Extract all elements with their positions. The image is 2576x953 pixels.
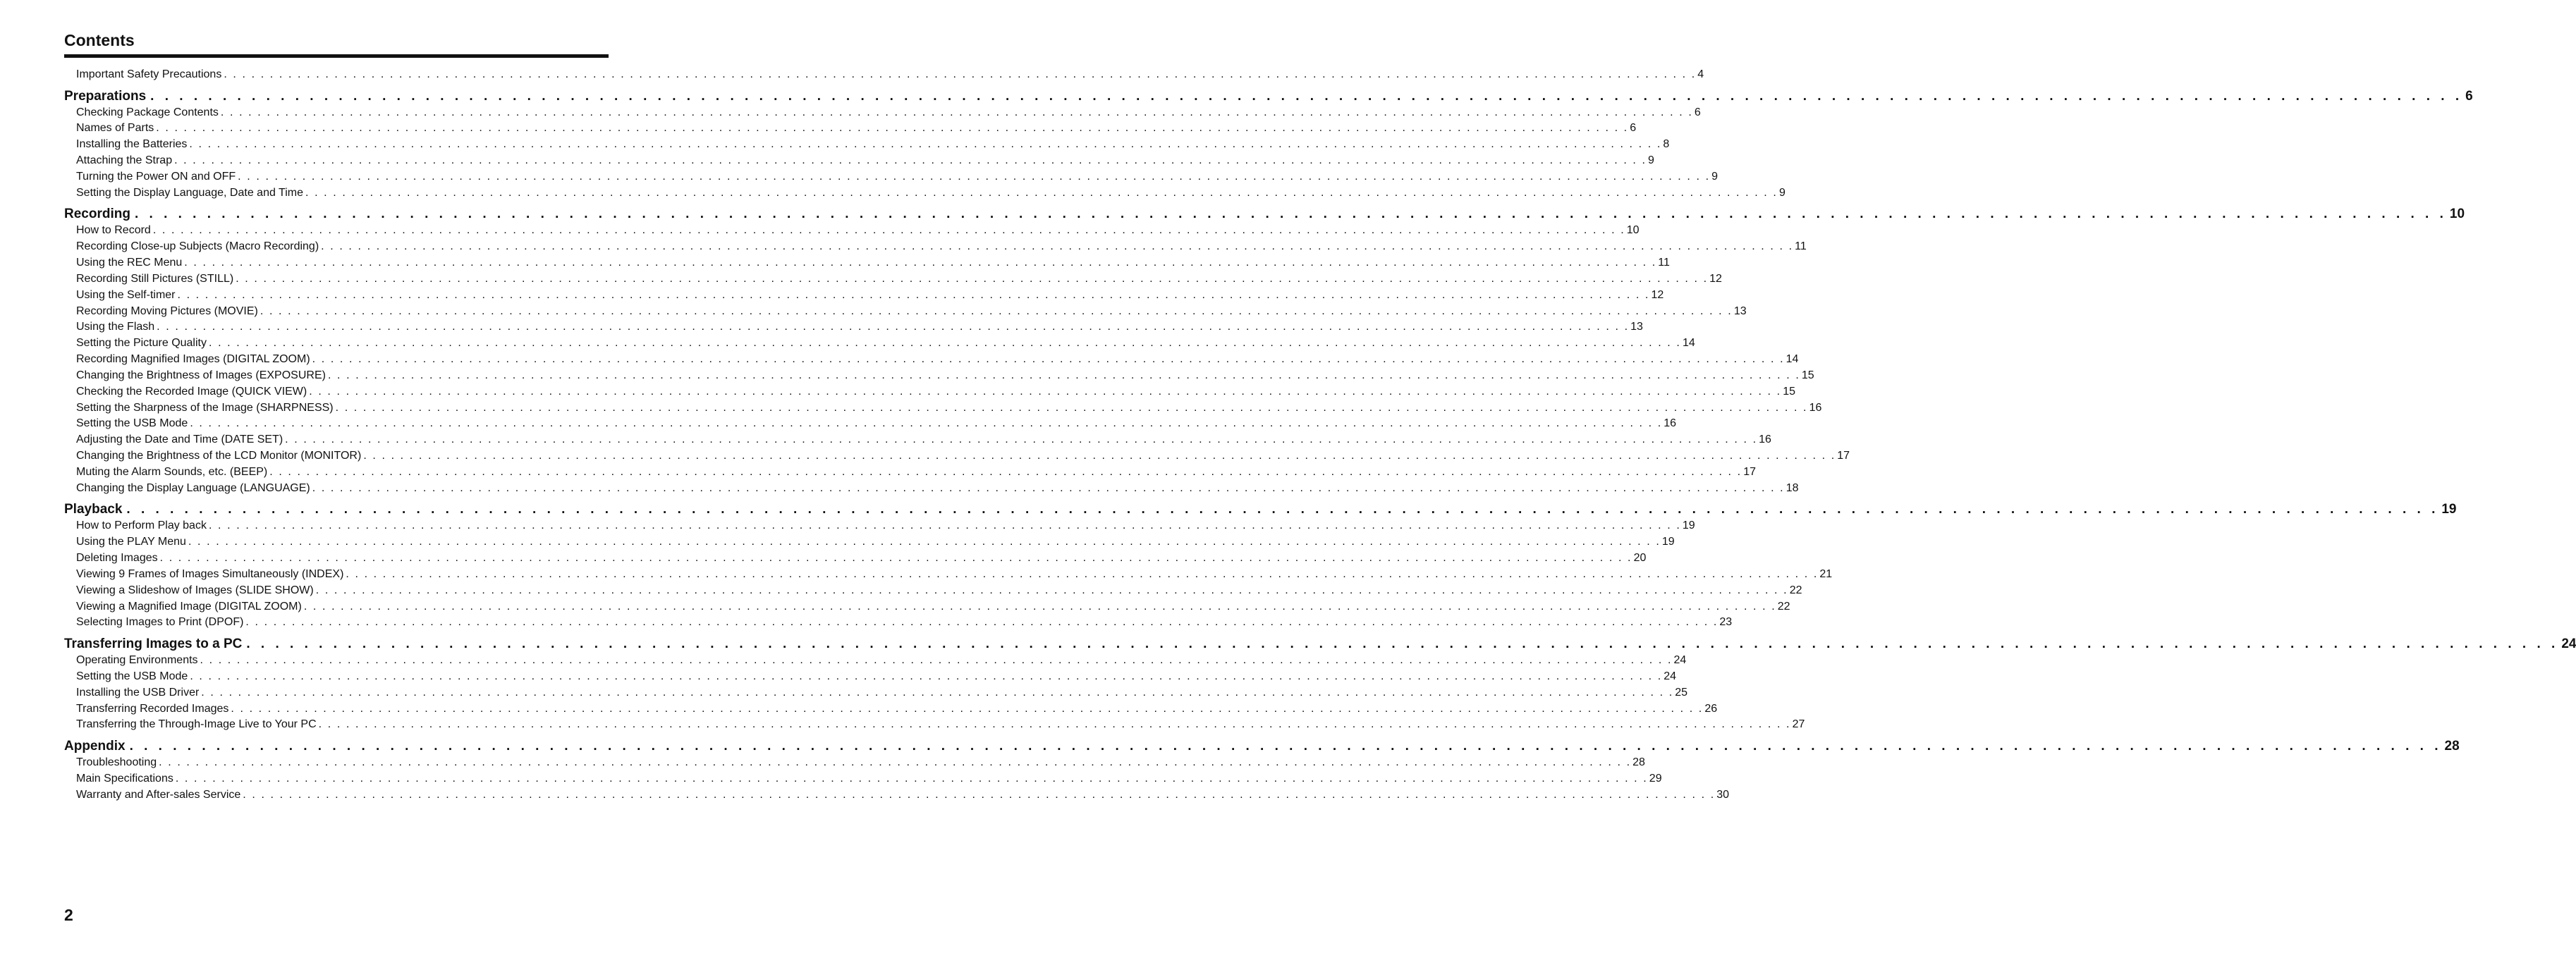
toc-section-page: 10 [2449,207,2465,222]
toc-entry-title: Setting the USB Mode [76,670,188,682]
toc-section-title: Recording [64,207,130,222]
toc-entry[interactable] [76,432,1771,448]
toc-entry[interactable] [76,701,1718,717]
toc-entry[interactable] [76,669,1677,684]
toc-entry-page: 6 [1694,106,1701,118]
dot-leader: . . . . . . . . . . . . . . . . . . . . . . . . . . . . . . . . . . . . . . . . . . . . . . . . . . . . . . . . . . . . . . . . . . . . . . . . . . . . . . . . . . . . . . . . . . . . . . . . . . . . . . . . . . . . . . . . . . . . . . . . . . . . . . . . . . . . . . . . . . . . . . . . . . . . . . . . . . . . . . . . [129,738,2442,754]
toc-entry-page: 11 [1795,240,1807,253]
toc-entry-title: Setting the Display Language, Date and Time [76,186,303,199]
toc-section-heading[interactable] [64,635,2576,653]
dot-leader: . . . . . . . . . . . . . . . . . . . . . . . . . . . . . . . . . . . . . . . . . . . . . . . . . . . . . . . . . . . . . . . . . . . . . . . . . . . . . . . . . . . . . . . . . . . . . . . . . . . . . . . . . . . . . . . . . . . . . . . . . . . . . . . . . . . . . . . . . . . . . . . . . . . . . . . . . . . . . . . . [159,756,1632,768]
toc-entry-page: 27 [1792,718,1805,731]
toc-entry[interactable] [76,67,1704,82]
toc-entry-page: 9 [1778,186,1786,199]
dot-leader: . . . . . . . . . . . . . . . . . . . . . . . . . . . . . . . . . . . . . . . . . . . . . . . . . . . . . . . . . . . . . . . . . . . . . . . . . . . . . . . . . . . . . . . . . . . . . . . . . . . . . . . . . . . . . . . . . . . . . . . . . . . . . . . . . . . . . . . . . . . . . . . . . . . . . . . . . . . . . . . . [231,702,1704,715]
dot-leader: . . . . . . . . . . . . . . . . . . . . . . . . . . . . . . . . . . . . . . . . . . . . . . . . . . . . . . . . . . . . . . . . . . . . . . . . . . . . . . . . . . . . . . . . . . . . . . . . . . . . . . . . . . . . . . . . . . . . . . . . . . . . . . . . . . . . . . . . . . . . . . . . . . . . . . . . . . . . . . . . [269,466,1742,478]
dot-leader: . . . . . . . . . . . . . . . . . . . . . . . . . . . . . . . . . . . . . . . . . . . . . . . . . . . . . . . . . . . . . . . . . . . . . . . . . . . . . . . . . . . . . . . . . . . . . . . . . . . . . . . . . . . . . . . . . . . . . . . . . . . . . . . . . . . . . . . . . . . . . . . . . . . . . . . . . . . . . . . . [346,567,1819,580]
dot-leader: . . . . . . . . . . . . . . . . . . . . . . . . . . . . . . . . . . . . . . . . . . . . . . . . . . . . . . . . . . . . . . . . . . . . . . . . . . . . . . . . . . . . . . . . . . . . . . . . . . . . . . . . . . . . . . . . . . . . . . . . . . . . . . . . . . . . . . . . . . . . . . . . . . . . . . . . . . . . . . . . [190,670,1663,682]
dot-leader: . . . . . . . . . . . . . . . . . . . . . . . . . . . . . . . . . . . . . . . . . . . . . . . . . . . . . . . . . . . . . . . . . . . . . . . . . . . . . . . . . . . . . . . . . . . . . . . . . . . . . . . . . . . . . . . . . . . . . . . . . . . . . . . . . . . . . . . . . . . . . . . . . . . . . . . . . . . . . . . . [190,417,1663,430]
toc-entry[interactable] [76,787,1730,803]
dot-leader: . . . . . . . . . . . . . . . . . . . . . . . . . . . . . . . . . . . . . . . . . . . . . . . . . . . . . . . . . . . . . . . . . . . . . . . . . . . . . . . . . . . . . . . . . . . . . . . . . . . . . . . . . . . . . . . . . . . . . . . . . . . . . . . . . . . . . . . . . . . . . . . . . . . . . . . . . . . . . . . . [156,122,1629,135]
toc-entry-page: 25 [1675,686,1688,699]
toc-entry-page: 17 [1743,466,1756,478]
dot-leader: . . . . . . . . . . . . . . . . . . . . . . . . . . . . . . . . . . . . . . . . . . . . . . . . . . . . . . . . . . . . . . . . . . . . . . . . . . . . . . . . . . . . . . . . . . . . . . . . . . . . . . . . . . . . . . . . . . . . . . . . . . . . . . . . . . . . . . . . . . . . . . . . . . . . . . . . . . . . . . . . [208,337,1681,350]
dot-leader: . . . . . . . . . . . . . . . . . . . . . . . . . . . . . . . . . . . . . . . . . . . . . . . . . . . . . . . . . . . . . . . . . . . . . . . . . . . . . . . . . . . . . . . . . . . . . . . . . . . . . . . . . . . . . . . . . . . . . . . . . . . . . . . . . . . . . . . . . . . . . . . . . . . . . . . . . . . . . . . . [238,170,1711,183]
dot-leader: . . . . . . . . . . . . . . . . . . . . . . . . . . . . . . . . . . . . . . . . . . . . . . . . . . . . . . . . . . . . . . . . . . . . . . . . . . . . . . . . . . . . . . . . . . . . . . . . . . . . . . . . . . . . . . . . . . . . . . . . . . . . . . . . . . . . . . . . . . . . . . . . . . . . . . . . . . . . . . . . [315,584,1788,596]
toc-entry-page: 13 [1733,305,1747,317]
toc-entry-title: Changing the Display Language (LANGUAGE) [76,481,310,494]
dot-leader: . . . . . . . . . . . . . . . . . . . . . . . . . . . . . . . . . . . . . . . . . . . . . . . . . . . . . . . . . . . . . . . . . . . . . . . . . . . . . . . . . . . . . . . . . . . . . . . . . . . . . . . . . . . . . . . . . . . . . . . . . . . . . . . . . . . . . . . . . . . . . . . . . . . . . . . . . . . . . . . . [312,481,1785,494]
toc-entry-title: Recording Magnified Images (DIGITAL ZOOM) [76,353,310,366]
dot-leader: . . . . . . . . . . . . . . . . . . . . . . . . . . . . . . . . . . . . . . . . . . . . . . . . . . . . . . . . . . . . . . . . . . . . . . . . . . . . . . . . . . . . . . . . . . . . . . . . . . . . . . . . . . . . . . . . . . . . . . . . . . . . . . . . . . . . . . . . . . . . . . . . . . . . . . . . . . . . . . . . [309,385,1782,398]
toc-entry-page: 30 [1716,788,1730,801]
toc-entry[interactable] [76,239,1807,254]
toc-section-page: 28 [2444,738,2460,754]
toc-entry-page: 14 [1786,353,1799,366]
toc-entry-title: Installing the Batteries [76,138,188,151]
dot-leader: . . . . . . . . . . . . . . . . . . . . . . . . . . . . . . . . . . . . . . . . . . . . . . . . . . . . . . . . . . . . . . . . . . . . . . . . . . . . . . . . . . . . . . . . . . . . . . . . . . . . . . . . . . . . . . . . . . . . . . . . . . . . . . . . . . . . . . . . . . . . . . . . . . . . . . . . . . . . . . . . [150,88,2463,104]
toc-entry-title: How to Record [76,224,151,237]
toc-entry-title: Names of Parts [76,122,154,135]
toc-entry[interactable] [76,336,1695,351]
toc-entry-title: Recording Still Pictures (STILL) [76,272,234,285]
toc-entry-title: Using the PLAY Menu [76,536,186,548]
page-title: Contents [64,31,135,49]
toc-entry-page: 12 [1651,288,1664,301]
toc-entry-title: Adjusting the Date and Time (DATE SET) [76,434,283,446]
dot-leader: . . . . . . . . . . . . . . . . . . . . . . . . . . . . . . . . . . . . . . . . . . . . . . . . . . . . . . . . . . . . . . . . . . . . . . . . . . . . . . . . . . . . . . . . . . . . . . . . . . . . . . . . . . . . . . . . . . . . . . . . . . . . . . . . . . . . . . . . . . . . . . . . . . . . . . . . . . . . . . . . [224,68,1697,80]
toc-section-title: Appendix [64,738,126,754]
dot-leader: . . . . . . . . . . . . . . . . . . . . . . . . . . . . . . . . . . . . . . . . . . . . . . . . . . . . . . . . . . . . . . . . . . . . . . . . . . . . . . . . . . . . . . . . . . . . . . . . . . . . . . . . . . . . . . . . . . . . . . . . . . . . . . . . . . . . . . . . . . . . . . . . . . . . . . . . . . . . . . . . [208,519,1681,532]
dot-leader: . . . . . . . . . . . . . . . . . . . . . . . . . . . . . . . . . . . . . . . . . . . . . . . . . . . . . . . . . . . . . . . . . . . . . . . . . . . . . . . . . . . . . . . . . . . . . . . . . . . . . . . . . . . . . . . . . . . . . . . . . . . . . . . . . . . . . . . . . . . . . . . . . . . . . . . . . . . . . . . . [175,772,1648,785]
toc-entry[interactable] [76,319,1643,335]
toc-entry[interactable] [76,223,1640,238]
toc-entry-page: 13 [1630,321,1643,333]
toc-entry-title: Using the Flash [76,321,155,333]
toc-entry-title: Transferring the Through-Image Live to Your PC [76,718,317,731]
toc-entry-title: Changing the Brightness of Images (EXPOSURE) [76,369,326,381]
toc-entry-page: 22 [1789,584,1802,596]
toc-entry[interactable] [76,653,1687,668]
toc-entry[interactable] [76,121,1637,136]
toc-entry-title: Using the REC Menu [76,256,183,269]
dot-leader: . . . . . . . . . . . . . . . . . . . . . . . . . . . . . . . . . . . . . . . . . . . . . . . . . . . . . . . . . . . . . . . . . . . . . . . . . . . . . . . . . . . . . . . . . . . . . . . . . . . . . . . . . . . . . . . . . . . . . . . . . . . . . . . . . . . . . . . . . . . . . . . . . . . . . . . . . . . . . . . . [363,450,1836,462]
dot-leader: . . . . . . . . . . . . . . . . . . . . . . . . . . . . . . . . . . . . . . . . . . . . . . . . . . . . . . . . . . . . . . . . . . . . . . . . . . . . . . . . . . . . . . . . . . . . . . . . . . . . . . . . . . . . . . . . . . . . . . . . . . . . . . . . . . . . . . . . . . . . . . . . . . . . . . . . . . . . . . . . [159,552,1632,565]
toc-entry-page: 21 [1819,567,1833,580]
toc-entry-title: Recording Moving Pictures (MOVIE) [76,305,258,317]
toc-entry[interactable] [76,400,1822,416]
toc-entry[interactable] [76,685,1688,701]
toc-entry-page: 9 [1648,154,1654,167]
toc-entry-page: 6 [1630,122,1637,135]
toc-entry-title: Viewing a Magnified Image (DIGITAL ZOOM) [76,600,302,613]
toc-entry-title: Installing the USB Driver [76,686,200,699]
dot-leader: . . . . . . . . . . . . . . . . . . . . . . . . . . . . . . . . . . . . . . . . . . . . . . . . . . . . . . . . . . . . . . . . . . . . . . . . . . . . . . . . . . . . . . . . . . . . . . . . . . . . . . . . . . . . . . . . . . . . . . . . . . . . . . . . . . . . . . . . . . . . . . . . . . . . . . . . . . . . . . . . [327,369,1800,381]
toc-section-heading[interactable] [64,500,2457,519]
toc-entry[interactable] [76,481,1799,496]
dot-leader: . . . . . . . . . . . . . . . . . . . . . . . . . . . . . . . . . . . . . . . . . . . . . . . . . . . . . . . . . . . . . . . . . . . . . . . . . . . . . . . . . . . . . . . . . . . . . . . . . . . . . . . . . . . . . . . . . . . . . . . . . . . . . . . . . . . . . . . . . . . . . . . . . . . . . . . . . . . . . . . . [188,536,1661,548]
dot-leader: . . . . . . . . . . . . . . . . . . . . . . . . . . . . . . . . . . . . . . . . . . . . . . . . . . . . . . . . . . . . . . . . . . . . . . . . . . . . . . . . . . . . . . . . . . . . . . . . . . . . . . . . . . . . . . . . . . . . . . . . . . . . . . . . . . . . . . . . . . . . . . . . . . . . . . . . . . . . . . . . [152,224,1625,237]
toc-entry-page: 17 [1837,450,1850,462]
toc-entry-page: 10 [1626,224,1640,237]
toc-entry-page: 22 [1777,600,1790,613]
toc-entry[interactable] [76,288,1664,303]
dot-leader: . . . . . . . . . . . . . . . . . . . . . . . . . . . . . . . . . . . . . . . . . . . . . . . . . . . . . . . . . . . . . . . . . . . . . . . . . . . . . . . . . . . . . . . . . . . . . . . . . . . . . . . . . . . . . . . . . . . . . . . . . . . . . . . . . . . . . . . . . . . . . . . . . . . . . . . . . . . . . . . . [285,434,1758,446]
toc-entry-title: Deleting Images [76,552,158,565]
dot-leader: . . . . . . . . . . . . . . . . . . . . . . . . . . . . . . . . . . . . . . . . . . . . . . . . . . . . . . . . . . . . . . . . . . . . . . . . . . . . . . . . . . . . . . . . . . . . . . . . . . . . . . . . . . . . . . . . . . . . . . . . . . . . . . . . . . . . . . . . . . . . . . . . . . . . . . . . . . . . . . . . [305,186,1778,199]
dot-leader: . . . . . . . . . . . . . . . . . . . . . . . . . . . . . . . . . . . . . . . . . . . . . . . . . . . . . . . . . . . . . . . . . . . . . . . . . . . . . . . . . . . . . . . . . . . . . . . . . . . . . . . . . . . . . . . . . . . . . . . . . . . . . . . . . . . . . . . . . . . . . . . . . . . . . . . . . . . . . . . . [189,138,1662,151]
dot-leader: . . . . . . . . . . . . . . . . . . . . . . . . . . . . . . . . . . . . . . . . . . . . . . . . . . . . . . . . . . . . . . . . . . . . . . . . . . . . . . . . . . . . . . . . . . . . . . . . . . . . . . . . . . . . . . . . . . . . . . . . . . . . . . . . . . . . . . . . . . . . . . . . . . . . . . . . . . . . . . . . [243,788,1716,801]
toc-entry-page: 15 [1783,385,1795,398]
toc-entry-title: Changing the Brightness of the LCD Monitor (MONITOR) [76,450,362,462]
toc-entry[interactable] [76,185,1786,201]
toc-entry-page: 26 [1704,702,1718,715]
toc-entry-title: How to Perform Play back [76,519,207,532]
dot-leader: . . . . . . . . . . . . . . . . . . . . . . . . . . . . . . . . . . . . . . . . . . . . . . . . . . . . . . . . . . . . . . . . . . . . . . . . . . . . . . . . . . . . . . . . . . . . . . . . . . . . . . . . . . . . . . . . . . . . . . . . . . . . . . . . . . . . . . . . . . . . . . . . . . . . . . . . . . . . . . . . [335,401,1808,414]
dot-leader: . . . . . . . . . . . . . . . . . . . . . . . . . . . . . . . . . . . . . . . . . . . . . . . . . . . . . . . . . . . . . . . . . . . . . . . . . . . . . . . . . . . . . . . . . . . . . . . . . . . . . . . . . . . . . . . . . . . . . . . . . . . . . . . . . . . . . . . . . . . . . . . . . . . . . . . . . . . . . . . . [318,718,1791,731]
dot-leader: . . . . . . . . . . . . . . . . . . . . . . . . . . . . . . . . . . . . . . . . . . . . . . . . . . . . . . . . . . . . . . . . . . . . . . . . . . . . . . . . . . . . . . . . . . . . . . . . . . . . . . . . . . . . . . . . . . . . . . . . . . . . . . . . . . . . . . . . . . . . . . . . . . . . . . . . . . . . . . . . [201,686,1674,699]
toc-entry-title: Important Safety Precautions [76,68,222,80]
toc-entry[interactable] [76,137,1670,152]
toc-entry-title: Operating Environments [76,653,198,666]
toc-entry-page: 11 [1658,256,1670,269]
dot-leader: . . . . . . . . . . . . . . . . . . . . . . . . . . . . . . . . . . . . . . . . . . . . . . . . . . . . . . . . . . . . . . . . . . . . . . . . . . . . . . . . . . . . . . . . . . . . . . . . . . . . . . . . . . . . . . . . . . . . . . . . . . . . . . . . . . . . . . . . . . . . . . . . . . . . . . . . . . . . . . . . [321,240,1794,253]
toc-entry[interactable] [76,153,1654,168]
toc-entry[interactable] [76,465,1756,480]
toc-entry-page: 29 [1649,772,1662,785]
toc-entry-page: 23 [1719,616,1733,629]
toc-entry[interactable] [76,518,1695,534]
toc-entry-title: Main Specifications [76,772,173,785]
toc-entry-title: Muting the Alarm Sounds, etc. (BEEP) [76,466,268,478]
toc-entry-page: 4 [1697,68,1704,80]
toc-entry[interactable] [76,384,1795,400]
dot-leader: . . . . . . . . . . . . . . . . . . . . . . . . . . . . . . . . . . . . . . . . . . . . . . . . . . . . . . . . . . . . . . . . . . . . . . . . . . . . . . . . . . . . . . . . . . . . . . . . . . . . . . . . . . . . . . . . . . . . . . . . . . . . . . . . . . . . . . . . . . . . . . . . . . . . . . . . . . . . . . . . [174,154,1647,167]
dot-leader: . . . . . . . . . . . . . . . . . . . . . . . . . . . . . . . . . . . . . . . . . . . . . . . . . . . . . . . . . . . . . . . . . . . . . . . . . . . . . . . . . . . . . . . . . . . . . . . . . . . . . . . . . . . . . . . . . . . . . . . . . . . . . . . . . . . . . . . . . . . . . . . . . . . . . . . . . . . . . . . . [245,616,1719,629]
dot-leader: . . . . . . . . . . . . . . . . . . . . . . . . . . . . . . . . . . . . . . . . . . . . . . . . . . . . . . . . . . . . . . . . . . . . . . . . . . . . . . . . . . . . . . . . . . . . . . . . . . . . . . . . . . . . . . . . . . . . . . . . . . . . . . . . . . . . . . . . . . . . . . . . . . . . . . . . . . . . . . . . [157,321,1630,333]
toc-entry-title: Attaching the Strap [76,154,173,167]
dot-leader: . . . . . . . . . . . . . . . . . . . . . . . . . . . . . . . . . . . . . . . . . . . . . . . . . . . . . . . . . . . . . . . . . . . . . . . . . . . . . . . . . . . . . . . . . . . . . . . . . . . . . . . . . . . . . . . . . . . . . . . . . . . . . . . . . . . . . . . . . . . . . . . . . . . . . . . . . . . . . . . . [260,305,1733,317]
toc-entry-page: 12 [1709,272,1722,285]
toc-entry[interactable] [76,416,1677,431]
dot-leader: . . . . . . . . . . . . . . . . . . . . . . . . . . . . . . . . . . . . . . . . . . . . . . . . . . . . . . . . . . . . . . . . . . . . . . . . . . . . . . . . . . . . . . . . . . . . . . . . . . . . . . . . . . . . . . . . . . . . . . . . . . . . . . . . . . . . . . . . . . . . . . . . . . . . . . . . . . . . . . . . [303,600,1776,613]
toc-entry-title: Checking Package Contents [76,106,219,118]
page-number: 2 [64,906,73,924]
toc-entry[interactable] [76,271,1722,287]
toc-entry-page: 16 [1759,434,1771,446]
toc-section-heading[interactable] [64,737,2460,756]
toc-entry-title: Setting the Sharpness of the Image (SHARPNESS) [76,401,334,414]
toc-section-title: Playback [64,502,123,517]
toc-entry-title: Selecting Images to Print (DPOF) [76,616,244,629]
dot-leader: . . . . . . . . . . . . . . . . . . . . . . . . . . . . . . . . . . . . . . . . . . . . . . . . . . . . . . . . . . . . . . . . . . . . . . . . . . . . . . . . . . . . . . . . . . . . . . . . . . . . . . . . . . . . . . . . . . . . . . . . . . . . . . . . . . . . . . . . . . . . . . . . . . . . . . . . . . . . . . . . [177,288,1650,301]
dot-leader: . . . . . . . . . . . . . . . . . . . . . . . . . . . . . . . . . . . . . . . . . . . . . . . . . . . . . . . . . . . . . . . . . . . . . . . . . . . . . . . . . . . . . . . . . . . . . . . . . . . . . . . . . . . . . . . . . . . . . . . . . . . . . . . . . . . . . . . . . . . . . . . . . . . . . . . . . . . . . . . . [184,256,1657,269]
toc-section-title: Transferring Images to a PC [64,636,243,651]
dot-leader: . . . . . . . . . . . . . . . . . . . . . . . . . . . . . . . . . . . . . . . . . . . . . . . . . . . . . . . . . . . . . . . . . . . . . . . . . . . . . . . . . . . . . . . . . . . . . . . . . . . . . . . . . . . . . . . . . . . . . . . . . . . . . . . . . . . . . . . . . . . . . . . . . . . . . . . . . . . . . . . . [312,353,1785,366]
toc-entry[interactable] [76,304,1747,319]
toc-entry[interactable] [76,534,1675,550]
toc-entry[interactable] [76,717,1805,732]
toc-entry-title: Recording Close-up Subjects (Macro Recording) [76,240,319,253]
toc-entry-title: Viewing 9 Frames of Images Simultaneously (INDEX) [76,567,344,580]
toc-entry[interactable] [76,352,1799,367]
dot-leader: . . . . . . . . . . . . . . . . . . . . . . . . . . . . . . . . . . . . . . . . . . . . . . . . . . . . . . . . . . . . . . . . . . . . . . . . . . . . . . . . . . . . . . . . . . . . . . . . . . . . . . . . . . . . . . . . . . . . . . . . . . . . . . . . . . . . . . . . . . . . . . . . . . . . . . . . . . . . . . . . [246,636,2559,651]
toc-section-page: 6 [2465,88,2473,104]
toc-entry-page: 8 [1663,138,1670,151]
toc-entry-page: 16 [1664,417,1677,430]
toc-entry-title: Setting the Picture Quality [76,337,207,350]
toc-entry[interactable] [76,448,1850,464]
toc-section-page: 24 [2561,636,2576,651]
toc-entry-title: Viewing a Slideshow of Images (SLIDE SHOW) [76,584,314,596]
toc-entry-title: Checking the Recorded Image (QUICK VIEW) [76,385,307,398]
toc-entry[interactable] [76,599,1790,615]
dot-leader: . . . . . . . . . . . . . . . . . . . . . . . . . . . . . . . . . . . . . . . . . . . . . . . . . . . . . . . . . . . . . . . . . . . . . . . . . . . . . . . . . . . . . . . . . . . . . . . . . . . . . . . . . . . . . . . . . . . . . . . . . . . . . . . . . . . . . . . . . . . . . . . . . . . . . . . . . . . . . . . . [134,207,2447,222]
toc-entry-title: Using the Self-timer [76,288,176,301]
toc-entry-page: 18 [1786,481,1799,494]
toc-entry-page: 19 [1661,536,1675,548]
toc-entry-page: 24 [1673,653,1687,666]
toc-section-title: Preparations [64,88,147,104]
toc-entry-page: 16 [1809,401,1822,414]
toc-entry-title: Troubleshooting [76,756,157,768]
toc-section-page: 19 [2441,502,2457,517]
dot-leader: . . . . . . . . . . . . . . . . . . . . . . . . . . . . . . . . . . . . . . . . . . . . . . . . . . . . . . . . . . . . . . . . . . . . . . . . . . . . . . . . . . . . . . . . . . . . . . . . . . . . . . . . . . . . . . . . . . . . . . . . . . . . . . . . . . . . . . . . . . . . . . . . . . . . . . . . . . . . . . . . [200,653,1673,666]
toc-entry[interactable] [76,255,1670,271]
toc-section-heading[interactable] [64,87,2473,106]
dot-leader: . . . . . . . . . . . . . . . . . . . . . . . . . . . . . . . . . . . . . . . . . . . . . . . . . . . . . . . . . . . . . . . . . . . . . . . . . . . . . . . . . . . . . . . . . . . . . . . . . . . . . . . . . . . . . . . . . . . . . . . . . . . . . . . . . . . . . . . . . . . . . . . . . . . . . . . . . . . . . . . . [220,106,1693,118]
toc-entry-page: 24 [1664,670,1677,682]
toc-entry[interactable] [76,615,1733,630]
toc-entry-page: 15 [1801,369,1814,381]
toc-entry[interactable] [76,551,1647,566]
toc-entry[interactable] [76,755,1645,770]
toc-entry-page: 14 [1682,337,1695,350]
toc-entry-title: Turning the Power ON and OFF [76,170,236,183]
toc-entry[interactable] [76,368,1814,383]
toc-entry-title: Warranty and After-sales Service [76,788,241,801]
dot-leader: . . . . . . . . . . . . . . . . . . . . . . . . . . . . . . . . . . . . . . . . . . . . . . . . . . . . . . . . . . . . . . . . . . . . . . . . . . . . . . . . . . . . . . . . . . . . . . . . . . . . . . . . . . . . . . . . . . . . . . . . . . . . . . . . . . . . . . . . . . . . . . . . . . . . . . . . . . . . . . . . [236,272,1709,285]
toc-entry[interactable] [76,567,1833,582]
toc-entry-page: 19 [1682,519,1695,532]
toc-entry-page: 28 [1632,756,1645,768]
toc-entry-page: 9 [1711,170,1719,183]
toc-entry[interactable] [76,583,1802,598]
toc-entry-title: Setting the USB Mode [76,417,188,430]
toc-entry[interactable] [76,169,1719,185]
toc-entry[interactable] [76,105,1701,121]
toc-entry-title: Transferring Recorded Images [76,702,229,715]
toc-section-heading[interactable] [64,205,2465,223]
toc-entry-page: 20 [1633,552,1647,565]
toc-entry[interactable] [76,771,1662,787]
dot-leader: . . . . . . . . . . . . . . . . . . . . . . . . . . . . . . . . . . . . . . . . . . . . . . . . . . . . . . . . . . . . . . . . . . . . . . . . . . . . . . . . . . . . . . . . . . . . . . . . . . . . . . . . . . . . . . . . . . . . . . . . . . . . . . . . . . . . . . . . . . . . . . . . . . . . . . . . . . . . . . . . [126,502,2439,517]
